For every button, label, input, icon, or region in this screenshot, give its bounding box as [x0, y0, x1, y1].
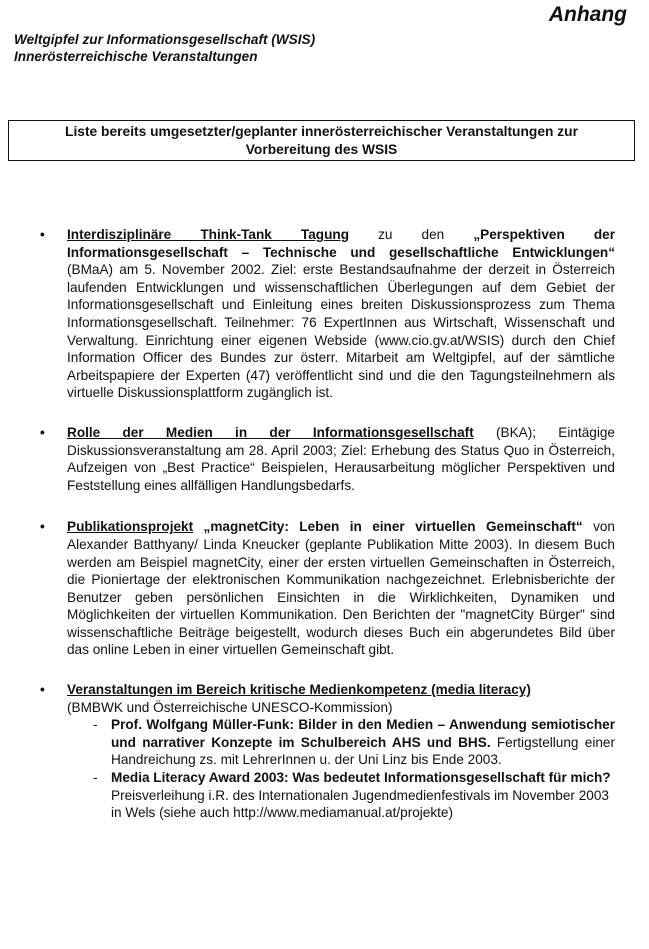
appendix-label: Anhang — [548, 3, 627, 26]
item-topic: „Perspektiven der Informationsgesellschaft – Technische und gesellschaftliche Entwicklungen“ — [67, 227, 616, 260]
bullet-icon: • — [40, 519, 45, 535]
subitem-text: Fertigstellung einer Handreichung zs. mit LehrerInnen u. der Uni Linz bis Ende 2003. — [111, 734, 615, 768]
event-list — [37, 226, 615, 822]
item-title: Interdisziplinäre Think-Tank Tagung — [67, 227, 349, 242]
item-title: Rolle der Medien in der Informationsgesellschaft — [67, 424, 474, 440]
item-title: Publikationsprojekt — [67, 519, 194, 535]
subitem-title: Prof. Wolfgang Müller-Funk: Bilder in den Medien – Anwendung semiotischer und narrativer Konzepte im Schulbereich AHS und BHS. — [111, 717, 615, 750]
item-title: Veranstaltungen im Bereich kritische Medienkompetenz (media literacy) — [67, 682, 531, 698]
section-heading-line-1: Liste bereits umgesetzter/geplanter innerösterreichischer Veranstaltungen zur — [65, 124, 578, 139]
bullet-icon: • — [40, 424, 45, 440]
item-text: von Alexander Batthyany/ Linda Kneucker (geplante Publikation Mitte 2003). In diesem Buch werden am Beispiel magnetCity, einer der ersten virtuellen Gemeinschaften in Österreich, die Pioniertage der elektronischen Kommunikation nachgezeichnet. Erlebnisberichte der Benutzer geben persönlichen Einsichten in die Wirklichkeiten, Dynamiken und Möglichkeiten der virtuellen Kommunikation. Den Berichten der "magnetCity Bürger" sind wissenschaftliche Beiträge beigestellt, wodurch dieses Buch ein abgerundetes Bild über das online Leben in einer virtuellen Gemeinschaft gibt. — [67, 519, 615, 658]
subitem-title: Media Literacy Award 2003: Was bedeutet Informationsgesellschaft für mich? — [111, 770, 611, 786]
subitem-mueller-funk — [67, 716, 615, 769]
item-topic: „magnetCity: Leben in einer virtuellen Gemeinschaft“ — [193, 519, 583, 535]
list-item-think-tank — [37, 226, 615, 402]
item-connector: zu den — [349, 227, 474, 242]
list-item-media-role — [37, 424, 615, 494]
title-line-2: Innerösterreichische Veranstaltungen — [14, 49, 258, 64]
bullet-icon: • — [40, 227, 45, 242]
section-heading-line-2: Vorbereitung des WSIS — [245, 142, 398, 157]
document-title — [14, 31, 315, 65]
subitem-text: Preisverleihung i.R. des Internationalen Jugendmedienfestivals im November 2003 in Wels (siehe auch http://www.mediamanual.at/projekte) — [111, 787, 609, 821]
item-text: (BMBWK und Österreichische UNESCO-Kommission) — [67, 699, 393, 715]
list-item-publication — [37, 518, 615, 659]
list-item-media-literacy — [37, 681, 615, 822]
bullet-icon: • — [40, 682, 45, 698]
title-line-1: Weltgipfel zur Informationsgesellschaft (WSIS) — [14, 32, 316, 47]
dash-icon: - — [93, 770, 98, 786]
section-heading-box — [8, 120, 635, 161]
item-text: (BMaA) am 5. November 2002. Ziel: erste Bestandsaufnahme der derzeit in Österreich laufenden Entwicklungen und wissenschaftlichen Überlegungen auf dem Gebiet der Informationsgesellschaft und Einleitung eines breiten Diskussionsprozess zum Thema Informationsgesellschaft. Teilnehmer: 76 ExpertInnen aus Wirtschaft, Wissenschaft und Verwaltung. Einrichtung einer eigenen Webside (www.cio.gv.at/WSIS) durch den Chief Information Officer des Bundes zur österr. Mitarbeit am Weltgipfel, auf der sämtliche Arbeitspapiere der Experten (47) veröffentlicht sind und die den Tagungsteilnehmern als virtuelle Diskussionsplattform zugänglich ist. — [67, 262, 615, 401]
item-text: (BKA); Eintägige Diskussionsveranstaltung am 28. April 2003; Ziel: Erhebung des Status Quo in Österreich, Aufzeigen von „Best Practice“ Beispielen, Herausarbeitung möglicher Perspektiven und Feststellung eines allfälligen Handlungsbedarfs. — [67, 424, 615, 493]
dash-icon: - — [93, 717, 98, 733]
subitem-award — [67, 769, 615, 822]
